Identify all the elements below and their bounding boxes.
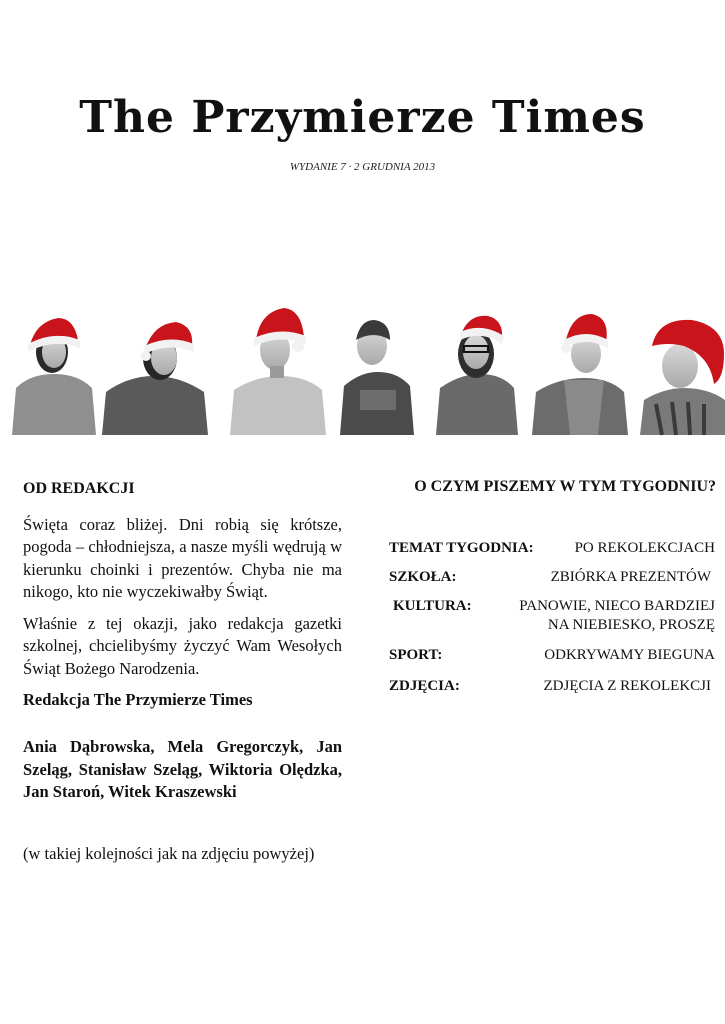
person-4 bbox=[340, 320, 414, 435]
contents-section: SPORT: bbox=[389, 647, 443, 663]
contents-section: TEMAT TYGODNIA: bbox=[389, 540, 534, 556]
person-5 bbox=[436, 316, 518, 435]
photo-order-note: (w takiej kolejności jak na zdjęciu powyżej) bbox=[23, 844, 315, 863]
contents-title: ZBIÓRKA PREZENTÓW bbox=[550, 569, 711, 585]
editorial-paragraph-1: Święta coraz bliżej. Dni robią się krótsze, pogoda – chłodniejsza, a nasze myśli wędrują w kierunku choinki i prezentów. Chyba nie ma nikogo, kto nie wyczekiwałby Świąt. bbox=[23, 514, 342, 601]
person-2 bbox=[102, 322, 208, 435]
contents-section: SZKOŁA: bbox=[389, 569, 457, 585]
group-photo-illustration bbox=[8, 300, 725, 436]
contents-heading: O CZYM PISZEMY W TYM TYGODNIU? bbox=[414, 478, 716, 495]
editorial-heading: OD REDAKCJI bbox=[23, 480, 135, 497]
person-6 bbox=[532, 314, 628, 435]
editorial-section bbox=[23, 478, 342, 712]
group-photo bbox=[8, 300, 725, 436]
person-7 bbox=[640, 320, 725, 435]
contents-title: PANOWIE, NIECO BARDZIEJ NA NIEBIESKO, PROSZĘ bbox=[519, 598, 715, 633]
contents-section: KULTURA: bbox=[393, 598, 472, 614]
contents-section: ZDJĘCIA: bbox=[389, 678, 460, 694]
masthead-title: The Przymierze Times bbox=[79, 92, 646, 143]
contents-title: ODKRYWAMY BIEGUNA bbox=[544, 647, 715, 663]
person-3 bbox=[230, 308, 326, 435]
editorial-signature: Redakcja The Przymierze Times bbox=[23, 690, 253, 709]
contents-title: ZDJĘCIA Z REKOLEKCJI bbox=[543, 678, 711, 694]
authors-list: Ania Dąbrowska, Mela Gregorczyk, Jan Szeląg, Stanisław Szeląg, Wiktoria Olędzka, Jan Staroń, Witek Kraszewski bbox=[23, 737, 342, 801]
issue-line: WYDANIE 7 · 2 GRUDNIA 2013 bbox=[289, 161, 436, 173]
person-1 bbox=[12, 318, 96, 435]
contents-title: PO REKOLEKCJACH bbox=[574, 540, 715, 556]
editorial-paragraph-2: Właśnie z tej okazji, jako redakcja gazetki szkolnej, chcielibyśmy życzyć Wam Wesołych Świąt Bożego Narodzenia. bbox=[23, 613, 342, 678]
